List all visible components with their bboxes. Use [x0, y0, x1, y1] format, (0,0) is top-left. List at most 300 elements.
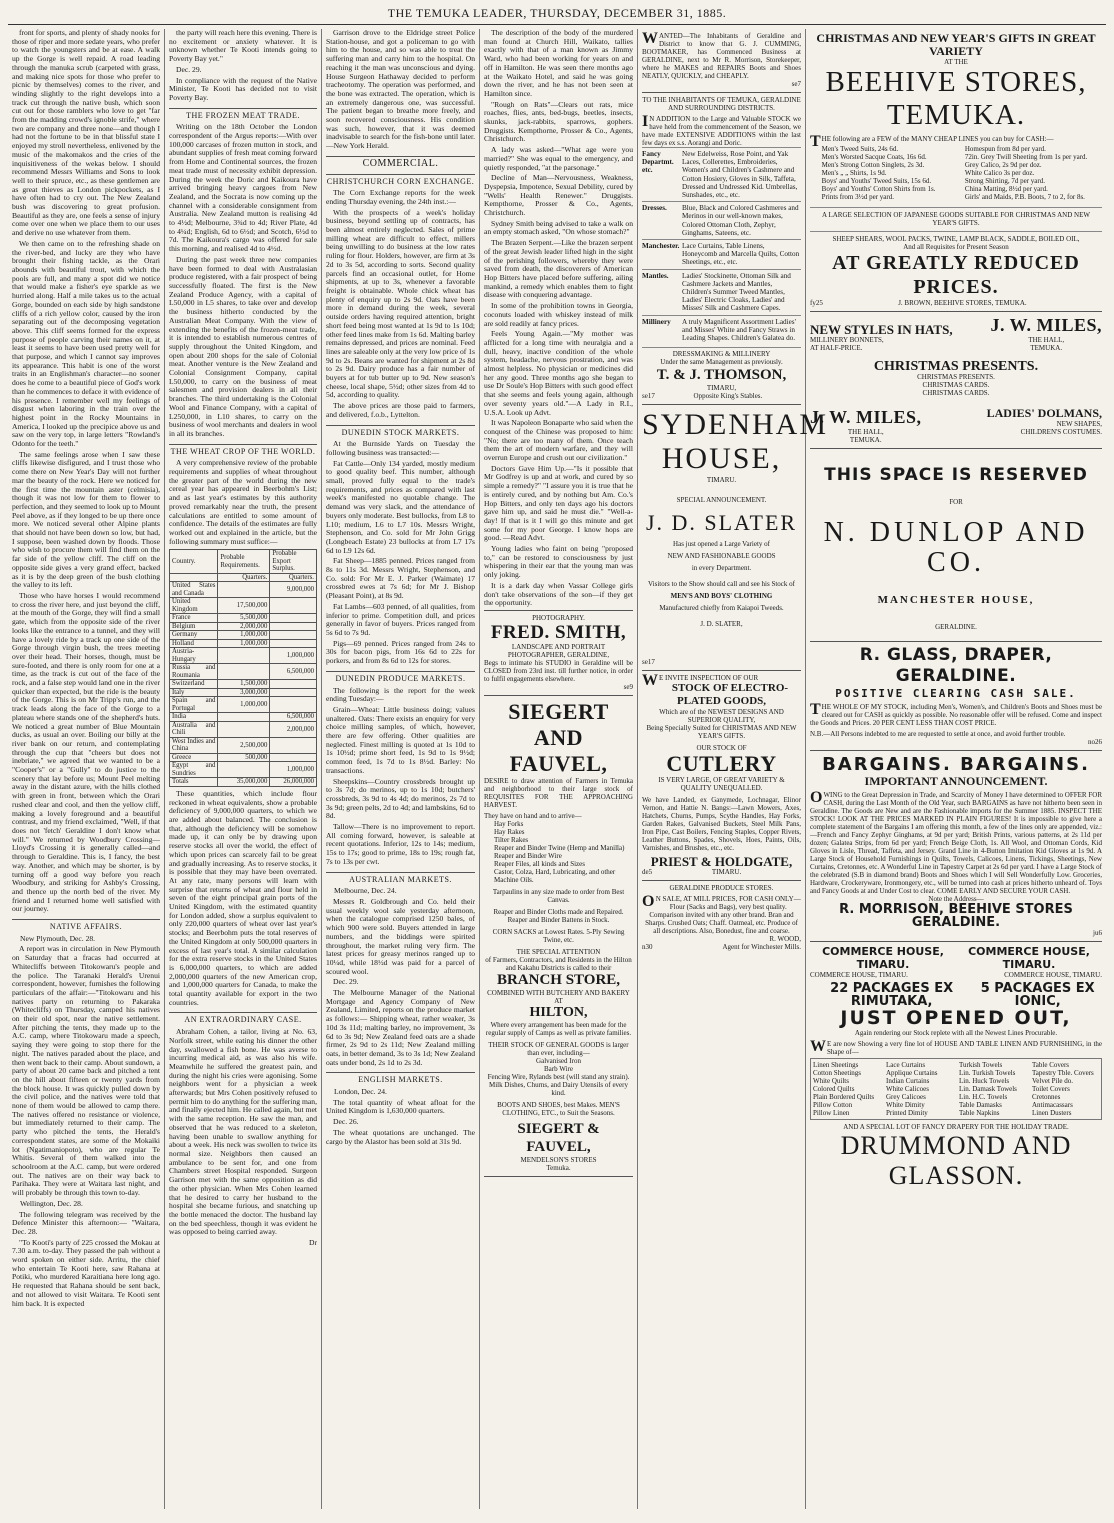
- ad-line: THE SPECIAL ATTENTION: [516, 948, 601, 956]
- table-cell: France: [170, 614, 218, 623]
- table-cell: 1,000,000: [218, 631, 270, 640]
- table-unit-row: [170, 573, 317, 582]
- list-item: Barb Wire: [544, 1065, 573, 1073]
- ad-town: TEMUKA.: [1030, 344, 1063, 352]
- wheat-table: [169, 549, 317, 787]
- paragraph: Feels Young Again.—"My mother was afflicted for a long time with neuralgia and a dull, heavy, inactive condition of the whole system, headache, nervous prostration, and was almost helpless. No physician or medicines did her any good. Three months ago she began to use Dr Soule's Hop Bitters with such good effect that she seems and feels young again, although over seventy years old."—A Lady in R.I., U.S.A. Look up Advt.: [484, 329, 633, 417]
- paragraph: the party will reach here this evening. There is no excitement or anxiety whatever. It is unknown whether Te Kooti intends going to Poverty Bay yet.": [169, 28, 317, 64]
- paragraph: In some of the prohibition towns in Georgia, coconuts loaded with whiskey instead of milk are sold readily at fancy prices.: [484, 301, 633, 328]
- table-cell: Totals: [170, 778, 218, 787]
- ad-line: of Farmers, Contractors, and Residents in the Hilton and Kakahu Districts is called to their: [485, 956, 632, 972]
- list-item: Grey Calicoes: [886, 1093, 926, 1101]
- paragraph: With the prospects of a week's holiday business, beyond settling up of contracts, has been almost entirely neglected. Sales of prime milling wheat are difficult to effect, millers being unwilling to do business at the low rates ruling for flour. Holders, however, are firm at 3s 2d to 3s 5d, according to sorts. Second quality parcels find an occasional outlet, for Home shipments, at up to 3s, whenever a favorable freight is obtainable. Whole chick wheat has plenty of enquiry up to 2s 9d. Oats have been more in demand during the week, several outside orders having required attention, bright short feed being most wanted at 1s 9d to 1s 10d; other feed lines make from 1s 6d. Malting barley remains depressed, and prices are nominal. Feed lines are saleable only at the very low price of 1s 9d to 2s. Beans are wanted for shipment at 2s 8d to 2s 9d. Dairy produce has a fair number of buyers at for tub butter up to 9d. New season's cheese, local shape, 5½d; other sizes from 4d to 5d, according to quality.: [326, 207, 475, 400]
- column-3: [322, 29, 480, 1509]
- list-item: Toilet Covers: [1032, 1085, 1070, 1093]
- ad-heading: PHOTOGRAPHY.: [532, 614, 585, 622]
- article-continued: [169, 29, 317, 103]
- table-row: [170, 648, 317, 664]
- ad-business-name: J. D. SLATER: [645, 510, 798, 536]
- ad-code: se9: [623, 683, 633, 691]
- paragraph: In compliance with the request of the Native Minister, Te Kooti has decided not to visit Poverty Bay.: [169, 75, 317, 102]
- table-cell: [170, 573, 218, 582]
- list-item: Tilter Rakes: [494, 836, 529, 844]
- ad-line: Visitors to the Show should call and see his Stock of: [648, 580, 795, 589]
- price-item: Men's „ „ Shirts, 1s 9d.: [821, 169, 887, 177]
- ad-hilton: HILTON,: [529, 1005, 588, 1020]
- columns: [8, 29, 1106, 1509]
- paragraph: The following telegram was received by the Defence Minister this afternoon:— "Waitara, Dec. 28.: [12, 1209, 160, 1236]
- price-item: Prints from 3½d per yard.: [821, 193, 894, 201]
- ad-business-name: R. MORRISON, BEEHIVE STORES GERALDINE.: [839, 902, 1073, 930]
- paragraph: Those who have horses I would recommend to cross the river here, and just beyond the cliff, at the mouth of the Gorge, they will find a small gate, which from the opposite side of the river looks like the entrance to a tunnel, and they will have a lovely ride by a track up one side of the Gorge through virgin bush, the trees meeting over their head. Their horses, though, must be sure-footed, and there is only room for one at a time, as the track is cut out of the face of the rock, and a false step would land one in the river quicker than expected, but the ride is the beauty of the Gorge. This is on Mr Tripp's run, and the track leads along the face of the Gorge to a plateau where stands one of the shepherd's huts. We noticed a great number of Blue Mountain ducks, as usual an over. Boiling our billy at the river bank on our return, and contemplating through the cup that "cheers but does not inebriate," we agreed that we wanted to be a "Cooper's" or a "Gully" to do justice to the scenery that lay before us; Mount Peel melting away in the distant azure, with the hills clothed with green in front, between which the Orari rushed clear and cool, and then the yellow cliff, making a lovely foreground and a beautiful contrast, and my friend exclaimed, "Well, if that does not 'fetch' Geraldine I don't know what will." We returned by Woodbury Crossing—Lloyd's Crossing it is generally called—and through to Geraldine. This is, I fancy, the best way. Another, and which may be shorter, is by turning off a good way before you reach Woodbury, and striking for Ashby's Crossing, and thence up the north bed of the river. My friend and I returned home well satisfied with our journey.: [12, 591, 160, 914]
- ad-cutlery: CUTLERY: [666, 751, 777, 777]
- table-cell: [270, 688, 317, 697]
- list-item: Linen Dusters: [1032, 1109, 1072, 1117]
- table-row: [170, 737, 317, 753]
- ad-line: SPECIAL ANNOUNCEMENT.: [676, 496, 767, 505]
- ad-body: WE are now Showing a very fine lot of HOUSE AND TABLE LINEN AND FURNISHING, in the Shape of—: [810, 1038, 1102, 1056]
- ad-departments: [642, 147, 801, 344]
- heading-native-affairs: NATIVE AFFAIRS.: [12, 919, 160, 932]
- ad-geraldine-produce: [642, 881, 801, 955]
- table-cell: Quarters.: [270, 573, 317, 582]
- linen-column: [959, 1061, 1026, 1117]
- ad-body: OWING to the Great Depression in Trade, and Scarcity of Money I have determined to OFFER FOR CASH, during the Last Month of the Old Year, such BARGAINS as have not hitherto been seen in Geraldine. The Goods are New and are the Fashionable imports for the Summer 1885. INSPECT THE STOCK! LOOK AT THE PRICES MARKED IN PLAIN FIGURES! It is impossible to give here a complete statement of the Bargains I am offering this month, a few of the lines only are appended, viz.:—French and Fancy Zephyr Ginghams, at 9d per yard; British Prints, various patterns, at 2s 11d per dozen; Galatea Strips, from 6d per yard; French Beige Cloth, 1s. All Wool, and Ottoman Cords, Kid Gloves in Lisle, Thread, Taffeta, and Jersey. Grand Line in 4-Button Imitation Kid Gloves at 1s 9d. A Large Stock of Household Furnishings in Quilts, Towels, Calicoes, Linens, Tickings, Sheetings, New Curtains, Cretonnes, etc. A Wonderful Line in Tapestry Carpet at 2s 6d per yard. I have a Large Stock of the celebrated (S.B in diamond brand) Boots and Shoes which I will Sell Wonderfully Low. Groceries, Hardware, Crockeryware, Ironmongery, etc., will be turned into cash at prices hitherto unheard of. Toys and Fancy Goods at and Under Cost to clear. COME EARLY AND SECURE YOUR CASH.: [810, 789, 1102, 895]
- ad-heading: STOCK OF ELECTRO-PLATED GOODS,: [671, 682, 789, 708]
- list-item: Reaper Files, all kinds and Sizes: [494, 860, 585, 868]
- ad-code: n30: [642, 943, 653, 952]
- article-wheat: [169, 790, 317, 1008]
- price-item: Boys' and Youths' Cotton Shirts from 1s.: [821, 185, 936, 193]
- table-cell: Probable Export Surplus.: [270, 550, 317, 574]
- ad-body: We have Landed, ex Ganymede, Lochnagar, Elinor Vernon, and Hattie N. Bangs:—Lawn Mowers, Axes, Hatchets, Churns, Pumps, Scythe Handles, Hay Forks, Garden Rakes, Galvanised Buckets, Steel Milk Pans, Iron Pipe, Cast Boilers, Fencing Staples, Copper Rivets, Leather Buttons, Spades, Shovels, Hoes, Paints, Oils, Varnishes, and Brushes, etc., etc.: [642, 796, 801, 853]
- ad-heading: THIS SPACE IS RESERVED: [824, 465, 1088, 485]
- heading-australian-markets: AUSTRALIAN MARKETS.: [326, 872, 475, 885]
- paragraph: Sydney Smith being advised to take a walk on an empty stomach asked, "On whose stomach?": [484, 218, 633, 237]
- column-4: [480, 29, 638, 1509]
- ad-town: TIMARU.: [711, 868, 742, 877]
- list-item: Indian Curtains: [886, 1077, 930, 1085]
- ad-signature: J. D. SLATER,: [700, 620, 743, 629]
- table-cell: Austria-Hungary: [170, 648, 218, 664]
- paragraph: The following is the report for the week ending Tuesday:—: [326, 685, 475, 704]
- ad-heading-line: SYDENHAM: [642, 408, 829, 442]
- paragraph: Pigs—69 penned. Prices ranged from 24s to 30s for bacon pigs, from 16s 6d to 22s for porkers, and from 8s 6d to 12s for stores.: [326, 638, 475, 666]
- table-row: [170, 753, 317, 762]
- table-cell: [218, 664, 270, 680]
- table-row: [170, 664, 317, 680]
- ad-address: Opposite King's Stables.: [693, 392, 763, 401]
- paragraph: Dec. 29.: [333, 977, 359, 987]
- article-australian-markets: [326, 898, 475, 1067]
- table-row: [170, 622, 317, 631]
- ad-line: 5 PACKAGES EX IONIC,: [980, 981, 1095, 1009]
- table-cell: 2,000,000: [218, 622, 270, 631]
- table-total-row: [170, 778, 317, 787]
- ad-code: no26: [1088, 738, 1102, 746]
- ad-code: se17: [642, 658, 655, 667]
- list-item: Turkish Towels: [959, 1061, 1003, 1069]
- price-item: Men's Worsted Sacque Coats, 16s 6d.: [821, 153, 927, 161]
- department-text: A truly Magnificent Assortment Ladies' and Misses' White and Fancy Straws in Leading Shapes. Children's Galatea do.: [682, 317, 796, 343]
- dateline: Melbourne, Dec. 24.: [334, 886, 397, 896]
- table-cell: 1,000,000: [218, 639, 270, 648]
- table-row: [170, 598, 317, 614]
- table-cell: Holland: [170, 639, 218, 648]
- list-item: Pillow Cotton: [813, 1101, 853, 1109]
- price-item: Strong Shirting, 7d per yard.: [964, 177, 1045, 185]
- paragraph: Young ladies who faint on being "proposed to," can be restored to consciousness by just whispering in their ear that the young man was only joking.: [484, 544, 633, 580]
- article-native-affairs: [12, 945, 160, 1197]
- list-item: Linen Sheetings: [813, 1061, 859, 1069]
- paragraph: "To Kooti's party of 225 crossed the Mokau at 7.30 a.m. to-day. They passed the pah without a word spoken on either side. Arritu, the chief who entertain Te Kooti here, saw Rahana at Potiki, who murdered Karaitiana here long ago. He requested that Rahana should be sent back, and not allowed to visit Waitara. Te Kooti sent him back. It is expected: [12, 1237, 160, 1308]
- list-item: Table Covers: [1032, 1061, 1070, 1069]
- ad-line: in every Department.: [691, 564, 752, 573]
- table-cell: Switzerland: [170, 680, 218, 689]
- ad-intro: DESIRE to draw attention of Farmers in Temuka and neighborhood to their large stock of REQUISITES FOR THE APPROACHING HARVEST.: [484, 777, 633, 809]
- paragraph: Decline of Man—Nervousness, Weakness, Dyspepsia, Impotence, Sexual Debility, cured by "Wells' Health Renewer." Druggists. Kempthorne, Prosser & Co., Agents, Christchurch.: [484, 173, 633, 218]
- department-row: [642, 239, 801, 269]
- ad-business-name: SIEGERT AND FAUVEL,: [508, 699, 609, 776]
- masthead: THE TEMUKA LEADER, THURSDAY, DECEMBER 31, 1885.: [8, 6, 1106, 25]
- dateline: Wellington, Dec. 28.: [20, 1198, 83, 1208]
- list-item: Lin. Damask Towels: [959, 1085, 1017, 1093]
- ad-line: COMMERCE HOUSE, TIMARU.: [1004, 971, 1102, 979]
- list-item: Castor, Colza, Hard, Lubricating, and other Machine Oils.: [494, 868, 616, 884]
- ad-town: GERALDINE.: [935, 623, 977, 631]
- ad-line: FOR: [949, 498, 963, 506]
- table-row: [170, 631, 317, 640]
- list-item: Plain Bordered Quilts: [813, 1093, 875, 1101]
- ad-line: Which are of the NEWEST DESIGNS AND SUPERIOR QUALITY,: [659, 708, 784, 725]
- table-cell: [270, 631, 317, 640]
- list-item: Hay Rakes: [494, 828, 525, 836]
- linen-column: [1032, 1061, 1099, 1117]
- ad-code: fy25: [810, 299, 823, 307]
- price-list-left: [822, 145, 959, 201]
- table-cell: [218, 762, 270, 778]
- ad-line: Reaper and Binder Cloths made and Repaired.: [493, 908, 624, 916]
- list-item: White Quilts: [813, 1077, 849, 1085]
- column-1: [8, 29, 165, 1509]
- ad-business-name: BEEHIVE STORES, TEMUKA.: [825, 66, 1087, 131]
- list-item: Table Damasks: [959, 1101, 1002, 1109]
- ad-town: TEMUKA.: [849, 436, 882, 444]
- ad-heading: COMMERCE HOUSE, TIMARU.: [822, 945, 944, 971]
- heading-commercial: COMMERCIAL.: [326, 156, 475, 169]
- ad-dunlop: [810, 449, 1102, 642]
- list-item: Galvanised Iron: [536, 1057, 581, 1065]
- table-cell: 1,500,000: [218, 680, 270, 689]
- paragraph: front for sports, and plenty of shady nooks for those of riper and more sedate years, who prefer to watch the youngsters and be at ease. A walk up the Gorge is well repaid. A road leading through the manuka scrub (carpeted with grass, and making nice spots for those who prefer to picnic by themselves) comes to the river, and winding slightly to the right develops into a track cut through the native bush, which soon cut out for those ramblers who love to get "far from the madding crowd's ignoble strife," where two are company and three none—and though I had not the fortune to be in that blissful state I enjoyed my stroll nevertheless, enlivened by the music of the makomakos and the cries of the inquisitiveness of the wekas below. I should recommend Messrs Williams and Sons to look well to their spruce, etc., as these gentlemen are as great thieves as London pickpockets, as I have often had to cry out. The New Zealand bush was discovering to great profusion. Beautiful as they are, one feels a sense of injury come over one when we place them to our uses and derive no use whatever from them.: [12, 28, 160, 238]
- table-cell: 9,000,000: [270, 582, 317, 598]
- paragraph: The description of the body of the murdered man found at Church Hill, Waikato, tallies exactly with that of a man known as Jimmy Ward, who had been working for years on and off in Hamilton. He was seen there months ago at the Waikato Hotel, and said he was going down the river, and he has not been seen at Hamilton since.: [484, 28, 633, 98]
- list-item: Lin. Turkish Towels: [959, 1069, 1016, 1077]
- ad-line: Reaper and Binder Battens in Stock.: [507, 916, 610, 924]
- table-row: [170, 688, 317, 697]
- paragraph: Doctors Gave Him Up.—"Is it possible that Mr Godfrey is up and at work, and cured by so simple a remedy?" "I assure you it is true that he is entirely cured, and by nothing but Am. Co.'s Hop Bitters, and only ten days ago his doctors gave him up, and said he must die." "Well-a-day! If that is it I will go this minute and get some for my poor George. I know hops are good. —Read Advt.: [484, 463, 633, 543]
- table-cell: 2,500,000: [218, 737, 270, 753]
- table-cell: India: [170, 713, 218, 722]
- article-english-markets: [326, 1099, 475, 1147]
- table-cell: Russia and Roumania: [170, 664, 218, 680]
- article-continued: [326, 29, 475, 151]
- price-item: White Calico 3s per doz.: [964, 169, 1035, 177]
- price-item: Men's Tweed Suits, 24s 6d.: [821, 145, 899, 153]
- paragraph: A lady was asked—"What age were you married?" She was equal to the emergency, and quietly responded, "at the parsonage.": [484, 145, 633, 172]
- ad-line: Temuka.: [546, 1164, 571, 1172]
- table-cell: [270, 737, 317, 753]
- ad-line: THEIR STOCK OF GENERAL GOODS is larger than ever, including—: [488, 1041, 629, 1057]
- ad-line: Being Specially Suited for CHRISTMAS AND NEW YEAR'S GIFTS.: [646, 724, 797, 741]
- ad-town: TIMARU.: [706, 476, 737, 485]
- ad-business-name: SIEGERT & FAUVEL,: [517, 1121, 600, 1155]
- article-dunedin-produce: [326, 687, 475, 867]
- ad-reduced-prices: AT GREATLY REDUCED PRICES.: [832, 252, 1080, 298]
- department-row: [642, 201, 801, 239]
- table-cell: 1,000,000: [270, 648, 317, 664]
- ad-line: Where every arrangement has been made for the regular supply of Camps as well as private families.: [485, 1021, 632, 1037]
- table-cell: Greece: [170, 753, 218, 762]
- ad-line-list: [810, 373, 1102, 397]
- paragraph: "Rough on Rats"—Clears out rats, mice roaches, flies, ants, bed-bugs, beetles, insects, skunks, jack-rabbits, sparrows, gophers. Druggists. Kempthorne, Prosser & Co., Agents, Christchurch.: [484, 99, 633, 144]
- heading-wheat-crop: THE WHEAT CROP OF THE WORLD.: [169, 444, 317, 457]
- ad-heading: POSITIVE CLEARING CASH SALE.: [835, 687, 1077, 700]
- ad-priest-holdgate: [642, 671, 801, 881]
- table-cell: [270, 639, 317, 648]
- list-item: Lin. H.C. Towels: [959, 1093, 1008, 1101]
- paragraph: The Corn Exchange reports for the week ending Thursday evening, the 24th inst.:—: [326, 188, 475, 206]
- price-item: Homespun from 8d per yard.: [964, 145, 1046, 153]
- department-label: Fancy Departmt. etc.: [642, 150, 674, 175]
- ad-line: Note the Address—: [928, 895, 984, 903]
- table-cell: West Indies and China: [170, 737, 218, 753]
- ad-line: MENDELSON'S STORES: [520, 1156, 597, 1164]
- ad-line: NEW SHAPES,: [1056, 420, 1102, 428]
- ad-siegert-fauvel: [484, 696, 633, 1177]
- ad-business-name: DRUMMOND AND GLASSON.: [840, 1131, 1072, 1190]
- column-6: [806, 29, 1106, 1509]
- ad-branch-store: BRANCH STORE,: [496, 972, 621, 988]
- paragraph: Dec. 26.: [333, 1117, 359, 1127]
- article-frozen-meat: [169, 123, 317, 438]
- table-row: [170, 721, 317, 737]
- ad-line: MANCHESTER HOUSE,: [877, 594, 1035, 606]
- paragraph: During the past week three new companies have been formed to deal with Australasian produce registered, with a fair prospect of being successfully floated. The first is the New Zealand Produce Agency, with a capital of L50,000 in L5 shares, to take over and develop the business hitherto conducted by the Australian Meat Company. With the view of extending the benefits of the frozen-meat trade, it is intended to establish numerous centres of supply throughout the United Kingdom, and open about 200 shops for the sale of Colonial meat. Another venture is the New Zealand and Colonial Consignment Company, capital L50,000, to carry on the business of meat salesmen and provision dealers in all their branches. The third undertaking is the Colonial Wool and Finance Company, with a capital of L250,000, in L10 shares, to carry on the business of wool merchants and dealers in wool in all its branches.: [169, 254, 317, 438]
- table-row: [170, 713, 317, 722]
- list-item: Hay Forks: [494, 820, 524, 828]
- ad-business-name: T. & J. THOMSON,: [656, 367, 787, 384]
- table-cell: [270, 680, 317, 689]
- ad-heading: CHRISTMAS AND NEW YEAR'S GIFTS IN GREAT VARIETY: [816, 31, 1096, 58]
- ad-business-name: FRED. SMITH,: [490, 622, 627, 643]
- ad-business-name: PRIEST & HOLDGATE,: [650, 854, 793, 870]
- ad-line: AND A SPECIAL LOT OF FANCY DRAPERY FOR THE HOLIDAY TRADE.: [843, 1123, 1069, 1131]
- paragraph: The wheat quotations are unchanged. The cargo by the Alastor has been sold at 31s 9d.: [326, 1127, 475, 1146]
- ad-heading: JUST OPENED OUT,: [840, 1007, 1072, 1029]
- article-extraordinary-case: [169, 1028, 317, 1237]
- paragraph: The same feelings arose when I saw these cliffs likewise disfigured, and I trust those who come there on New Year's Day will not further mar the beauty of the rock. Here we noticed for the first time the mountain aster (celmisia), though it was not low for them to flower to perfection, and they seemed to look up to Mount Peel above, as if they longed to be up there once more. We noticed several other Alpine plants that should not have been down so low, but had, I suppose, been washed down by floods. Those who wish to procure them will find them on the far side of the yellow cliff. The cliff on the opposite side gives a very grand effect, backed as it is by the deep green of the bush clothing the valley to its left.: [12, 449, 160, 590]
- table-cell: Germany: [170, 631, 218, 640]
- table-cell: [270, 753, 317, 762]
- list-item: CHRISTMAS PRESENTS.: [917, 373, 995, 381]
- table-cell: [270, 614, 317, 623]
- table-cell: Country.: [170, 550, 218, 574]
- ad-fred-smith: [484, 610, 633, 696]
- table-cell: 5,500,000: [218, 614, 270, 623]
- table-cell: [218, 582, 270, 598]
- table-cell: Egypt and Sundries: [170, 762, 218, 778]
- ad-line: THE HALL,: [1028, 336, 1065, 344]
- ad-body: Flour (Sacks and Bags), very best quality. Comparison invited with any other brand. Bran and Sharps. Crushed Oats; Chaff. Oatmeal, etc. Produce of all descriptions. Also, Bonedust, fine and coarse.: [645, 903, 798, 936]
- price-item: Men's Strong Cotton Singlets, 2s 3d.: [821, 161, 925, 169]
- ad-heading: CHRISTMAS PRESENTS.: [873, 359, 1039, 374]
- table-row: [170, 697, 317, 713]
- ad-line: Manufactured chiefly from Kaiapoi Tweeds.: [659, 604, 784, 613]
- table-header-row: [170, 550, 317, 574]
- ad-line: Has just opened a Large Variety of: [673, 540, 770, 549]
- ad-line: CORN SACKS at Lowest Rates. 5-Ply Sewing Twine, etc.: [492, 928, 625, 944]
- list-item: Cretonnes: [1032, 1093, 1061, 1101]
- ad-line: COMMERCE HOUSE, TIMARU.: [810, 971, 908, 979]
- department-label: Mantles.: [642, 271, 669, 280]
- list-item: White Calicoes: [886, 1085, 929, 1093]
- continued-word: Dr: [308, 1238, 317, 1248]
- table-cell: 1,000,000: [270, 762, 317, 778]
- list-item: Tapestry Tble. Covers: [1032, 1069, 1094, 1077]
- ad-line: 22 PACKAGES EX RIMUTAKA,: [830, 981, 954, 1009]
- ad-code: ju6: [1093, 929, 1102, 937]
- paragraph: Tallow—There is no improvement to report. All coming forward, however, is saleable at recent quotations. Inferior, 12s to 14s; medium, 15s to 17s; good to prime, 18s to 19s; rough fat, 7s to 13s per cwt.: [326, 822, 475, 866]
- ad-line: NEW AND FASHIONABLE GOODS: [667, 552, 776, 561]
- price-item: Girls' and Maids, P.B. Boots, 7 to 2, for 8s.: [964, 193, 1085, 201]
- ad-line: AT HALF-PRICE.: [810, 344, 863, 352]
- paragraph: Writing on the 18th October the London correspondent of the Argus reports:—With over 100,000 carcases of frozen mutton in stock, and abundant supplies of fresh meat coming forward from Home and Continental sources, the frozen meat trade must of necessity exhibit depression. During the week the Doric and Kaikoura have arrived bringing heavy cargoes from New Zealand, and the Socrata is now coming up the channel with a considerable consignment from Australia. New Zealand mutton is realising 4d to 4½d; Melbourne, 3¾d to 4d; River Plate, 4d to 4¼d; English, 6d to 6½d; and Scotch, 6½d to 7d. The Kaikoura's cargo was offered for sale this morning, and realised 4d to 4½d.: [169, 122, 317, 254]
- ad-business-name: J. W. MILES,: [810, 407, 922, 427]
- article-dunedin-stock: [326, 440, 475, 666]
- list-item: Cotton Sheetings: [813, 1069, 862, 1077]
- table-row: [170, 614, 317, 623]
- list-item: Lace Curtains: [886, 1061, 926, 1069]
- table-cell: Australia and Chili: [170, 721, 218, 737]
- wheat-intro: A very comprehensive review of the probable requirements and supplies of wheat throughout the greater part of the world during the new cereal year has appeared in Beerbohm's List; and as last year's estimates by this authority proved remarkably near the truth, the present calculations are entitled to some amount of confidence. The details of the estimates are fully worked out and explained in the article, but the following summary must suffice:—: [169, 458, 317, 546]
- list-item: White Dimity: [886, 1101, 925, 1109]
- table-cell: 3,000,000: [218, 688, 270, 697]
- list-item: Reaper and Binder Wire: [494, 852, 562, 860]
- ad-line: OUR STOCK OF: [696, 744, 747, 753]
- ad-intro: IN ADDITION to the Large and Valuable STOCK we have held from the commencement of the Season, we have made EXTENSIVE ADDITIONS within the last few days ex s.s. Aorangi and Doric.: [642, 113, 801, 147]
- ad-beehive-stores: [810, 29, 1102, 312]
- table-cell: [270, 697, 317, 713]
- ad-item-list: [484, 820, 633, 884]
- department-row: [642, 269, 801, 315]
- department-text: Ladies' Stockinette, Ottoman Silk and Cashmere Jackets and Mantles, Children's Summer Tweed Mantles, Ladies' Electric Cloaks, Ladies' and Misses' Silk and Cashmere Capes.: [682, 271, 791, 313]
- list-item: Pillow Linen: [813, 1109, 850, 1117]
- paragraph: It is a dark day when Vassar College girls don't take observations of the son—if they get the opportunity.: [484, 580, 633, 608]
- list-item: Velvet Pile do.: [1032, 1077, 1074, 1085]
- table-cell: [218, 648, 270, 664]
- list-item: Printed Dimity: [886, 1109, 928, 1117]
- ad-subtitle: LANDSCAPE AND PORTRAIT PHOTOGRAPHER, GERALDINE,: [507, 643, 610, 659]
- ad-code: de5: [642, 868, 653, 877]
- department-text: Blue, Black and Colored Cashmeres and Merinos in our well-known makes, Colored Ottoman Cloth, Zephyr, Ginghams, Sateens, etc.: [682, 204, 799, 237]
- heading-dunedin-stock: DUNEDIN STOCK MARKETS.: [326, 425, 475, 438]
- ad-heading: BARGAINS. BARGAINS.: [822, 754, 1090, 775]
- table-cell: [218, 721, 270, 737]
- ad-jw-miles: [810, 312, 1102, 449]
- table-cell: [218, 713, 270, 722]
- price-item: China Matting, 8½d per yard.: [964, 185, 1048, 193]
- table-cell: 1,000,000: [218, 697, 270, 713]
- ad-body: THE WHOLE OF MY STOCK, including Men's, Women's, and Children's Boots and Shoes must be cleared out for CASH as quickly as possible. No reasonable offer will be refused. Come and inspect the Goods and Prices. 20 PER CENT LESS THAN COST PRICE.: [810, 701, 1102, 727]
- heading-corn-exchange: CHRISTCHURCH CORN EXCHANGE.: [326, 174, 475, 187]
- paragraph: At the Burnside Yards on Tuesday the following business was transacted:—: [326, 439, 475, 457]
- list-item: CHRISTMAS CARDS.: [922, 389, 990, 397]
- ad-tt-thomson: [642, 93, 801, 405]
- table-cell: Belgium: [170, 622, 218, 631]
- table-cell: Probable Requirements.: [218, 550, 270, 574]
- ad-line: BOOTS AND SHOES, best Makes. MEN'S CLOTHING, ETC., to Suit the Seasons.: [497, 1101, 620, 1117]
- paragraph: Fat Lambs—603 penned, of all qualities, from inferior to prime. Competition dull, and prices generally in favor of buyers. Prices ranged from 5s 6d to 7s 9d.: [326, 601, 475, 637]
- table-row: [170, 762, 317, 778]
- ad-code: se17: [642, 392, 655, 401]
- price-item: Boys' and Youths' Tweed Suits, 15s 6d.: [821, 177, 932, 185]
- heading-english-markets: ENGLISH MARKETS.: [326, 1072, 475, 1085]
- department-text: Lace Curtains, Table Linens, Honeycomb and Marcella Quilts, Cotton Sheetings, etc., etc.: [682, 242, 800, 267]
- ad-heading: COMMERCE HOUSE, TIMARU.: [968, 945, 1090, 971]
- ad-business-name: R. GLASS, DRAPER, GERALDINE.: [859, 645, 1053, 686]
- ad-sub: They have on hand and to arrive—: [484, 812, 582, 820]
- ad-line: COMBINED WITH BUTCHERY AND BAKERY AT: [487, 989, 630, 1005]
- price-list-right: [965, 145, 1102, 201]
- ad-agent: Agent for Winchester Mills.: [722, 943, 801, 952]
- table-cell: 26,000,000: [270, 778, 317, 787]
- paragraph: Abraham Cohen, a tailor, living at No. 63, Norfolk street, while eating his dinner the other day, swallowed a fish bone. He was averse to incurring medical aid, as was also his wife. Meanwhile he suffered the greatest pain, and during the night his cries were agonising. Some neighbors went for a physician a week afterwards; but Mrs Cohen positively refused to permit him to do anything for the suffering man, and finally ejected him. He called again, but met with the same reception. He saw the man, and observed that he was reduced to a skeleton, having been unable to swallow anything for about a week. His neck was swollen to twice its normal size. Neighbors then caused an ambulance to be sent for, and one from Chambers street Hospital responded. Surgeon Garrison met with the same opposition as did the other physician. When Mrs Cohen learned that he desired to carry her husband to the hospital she became furious, and snatching up the bottle menaced the doctor. The husband lay on the bed speechless, though it was evident he was opposed to being carried away.: [169, 1027, 317, 1237]
- ad-signature: J. BROWN, BEEHIVE STORES, TEMUKA.: [898, 299, 1027, 307]
- paragraph: The total quantity of wheat afloat for the United Kingdom is 1,630,000 quarters.: [326, 1097, 475, 1116]
- list-item: CHRISTMAS CARDS.: [922, 381, 990, 389]
- ad-line: IS VERY LARGE, OF GREAT VARIETY & QUALITY UNEQUALLED.: [658, 776, 785, 793]
- price-item: Grey Calico, 2s 9d per doz.: [964, 161, 1042, 169]
- ad-cumming: [642, 29, 801, 93]
- paragraph: Grain—Wheat: Little business doing; values unaltered. Oats: There exists an enquiry for very choice milling samples, of which, however, there are few offering. Other qualities are neglected. Finest milling is quoted at 1s 10d to 1s 10½d; prime short feed, 1s 9d to 1s 9½d; common feed, 1s 7d to 1s 8½d. Barley: No transactions.: [326, 704, 475, 775]
- table-row: [170, 639, 317, 648]
- ad-line: CHILDREN'S COSTUMES.: [1020, 428, 1102, 436]
- table-cell: Italy: [170, 688, 218, 697]
- article-gorge: [12, 29, 160, 914]
- ad-heading: LADIES' DOLMANS,: [986, 406, 1102, 420]
- list-item: Table Napkins: [959, 1109, 1000, 1117]
- dateline: London, Dec. 24.: [334, 1087, 387, 1097]
- ad-signature: R. WOOD,: [769, 935, 801, 944]
- paragraph: Messrs R. Goldbrough and Co. held their usual weekly wool sale yesterday afternoon, when the catalogue comprised 1250 bales, of which 900 were sold. Buyers attended in large numbers, and the biddings were spirited throughout, the market ruling very firm. The latest prices for greasy merinos ranged up to 10¼d, while 18½d was paid for a parcel of scoured wool.: [326, 896, 475, 976]
- table-cell: 6,500,000: [270, 664, 317, 680]
- linen-list: [810, 1058, 1102, 1120]
- list-item: Reaper and Binder Twine (Hemp and Manilla): [494, 844, 625, 852]
- ad-town: TIMARU,: [706, 384, 737, 393]
- table-cell: 2,000,000: [270, 721, 317, 737]
- ad-business-name: J. W. MILES,: [990, 315, 1102, 335]
- paragraph: A report was in circulation in New Plymouth on Saturday that a fracas had occurred at Whitecliffs between Titokowaru's people and the police. The Taranaki Herald's Urenui correspondent, however, furnishes the following particulars of the affair:—"Titokowaru and his natives party on returning to Pakaraka (Whitecliffs) on Thursday, camped his natives on their old spot, near the native settlement. After pitching the tents, they made up to the A.C. camp, where Titokowaru made a speech, saying they were going to stop there for the night. The natives paraded about the place, and then went back to their camp. About sundown, a party of about 20 came back and pitched a tent on the hill about fifteen or twenty yards from the block house. It was quickly pulled down by the civil police, and the natives were told that none of them would be allowed to camp there. The natives offered no resistance or violence, but immediately returned to their camp. The party who pitched the tents, the Herald's correspondent states, are some of the Mokaiki lot (Ngatimaniopoto), who are regular Te Whitis. Several of them walked into the schoolroom at the A.C. camp, but were ordered out. The natives are on their way back to Parihaka. They were at Waitara last night, and will probably be through this town to-day.: [12, 944, 160, 1198]
- paragraph: Fat Cattle—Only 134 yarded, mostly medium to good quality beef. This number, although small, proved fully equal to the trade's requirements, and prices as compared with last week's manifested no quotable change. The demand was very slack, and the attendance of buyers only moderate. Best bullocks, from L8 to L10; medium, L6 to L7 10s. Messrs Wright, Stephenson, and Co. sold for Mr John Grigg (Longbeach Estate) 23 bullocks at from L7 17s 6d to L9 12s 6d.: [326, 458, 475, 555]
- paragraph: Fat Sheep—1885 penned. Prices ranged from 8s to 11s 3d. Messrs Wright, Stephenson, and Co. sold: For Mr E. J. Parker (Waimate) 17 crossbred ewes at 7s 6d; for Mr J. Bishop (Pleasant Point), at 8s 9d.: [326, 556, 475, 601]
- linen-column: [813, 1061, 880, 1117]
- ad-line: Under the same Management as previously.: [660, 358, 783, 367]
- ad-drummond-glasson: [810, 942, 1102, 1195]
- table-cell: 6,500,000: [270, 713, 317, 722]
- ad-line: A LARGE SELECTION OF JAPANESE GOODS SUITABLE FOR CHRISTMAS AND NEW YEAR'S GIFTS.: [810, 207, 1102, 227]
- list-item: Colored Quilts: [813, 1085, 855, 1093]
